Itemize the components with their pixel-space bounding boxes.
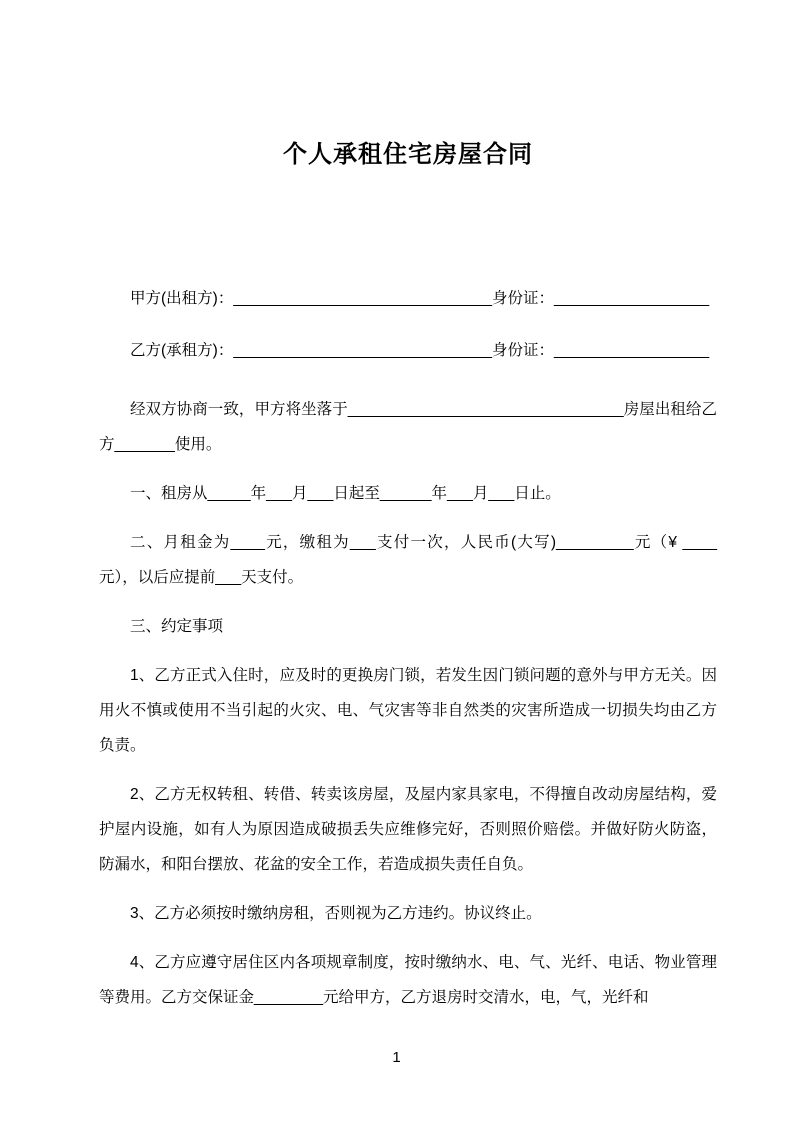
agreed-item-2: 2、乙方无权转租、转借、转卖该房屋，及屋内家具家电，不得擅自改动房屋结构，爱护屋内设施，如有人为原因造成破损丢失应维修完好，否则照价赔偿。并做好防火防盗，防漏水，和阳台摆放、花盆的安全工作，若造成损失责任自负。: [99, 786, 717, 873]
document-title: 个人承租住宅房屋合同: [283, 141, 533, 168]
agreed-item-1: 1、乙方正式入住时，应及时的更换房门锁，若发生因门锁问题的意外与甲方无关。因用火不慎或使用不当引起的火灾、电、气灾害等非自然类的灾害所造成一切损失均由乙方负责。: [99, 667, 717, 754]
party-a-id-blank: __________________: [553, 290, 710, 307]
party-b-id-label: 身份证：: [491, 342, 554, 359]
party-b-line: [99, 340, 717, 362]
party-b-id-blank: __________________: [553, 342, 710, 359]
party-b-label: 乙方(承租方)：: [130, 342, 234, 359]
agreed-item-4: 4、乙方应遵守居住区内各项规章制度，按时缴纳水、电、气、光纤、电话、物业管理等费用。乙方交保证金________元给甲方，乙方退房时交清水，电，气，光纤和: [99, 954, 717, 1006]
party-b-name-blank: ______________________________: [233, 342, 492, 359]
clause-agreed-matters-heading: 三、约定事项: [130, 618, 224, 635]
party-a-id-label: 身份证：: [491, 290, 554, 307]
clause-rent: 二、月租金为____元，缴租为___支付一次，人民币(大写)_________元（¥ ____元），以后应提前___天支付。: [99, 534, 717, 586]
page-number: 1: [392, 1049, 401, 1066]
party-a-line: [99, 288, 717, 310]
party-a-name-blank: ______________________________: [233, 290, 492, 307]
party-a-label: 甲方(出租方)：: [130, 290, 234, 307]
clause-term: 一、租房从_____年___月___日起至______年___月___日止。: [130, 485, 561, 502]
agreed-item-3: 3、乙方必须按时缴纳房租，否则视为乙方违约。协议终止。: [130, 905, 542, 922]
paragraph-intro: 经双方协商一致，甲方将坐落于________________________________房屋出租给乙方_______使用。: [99, 401, 717, 453]
